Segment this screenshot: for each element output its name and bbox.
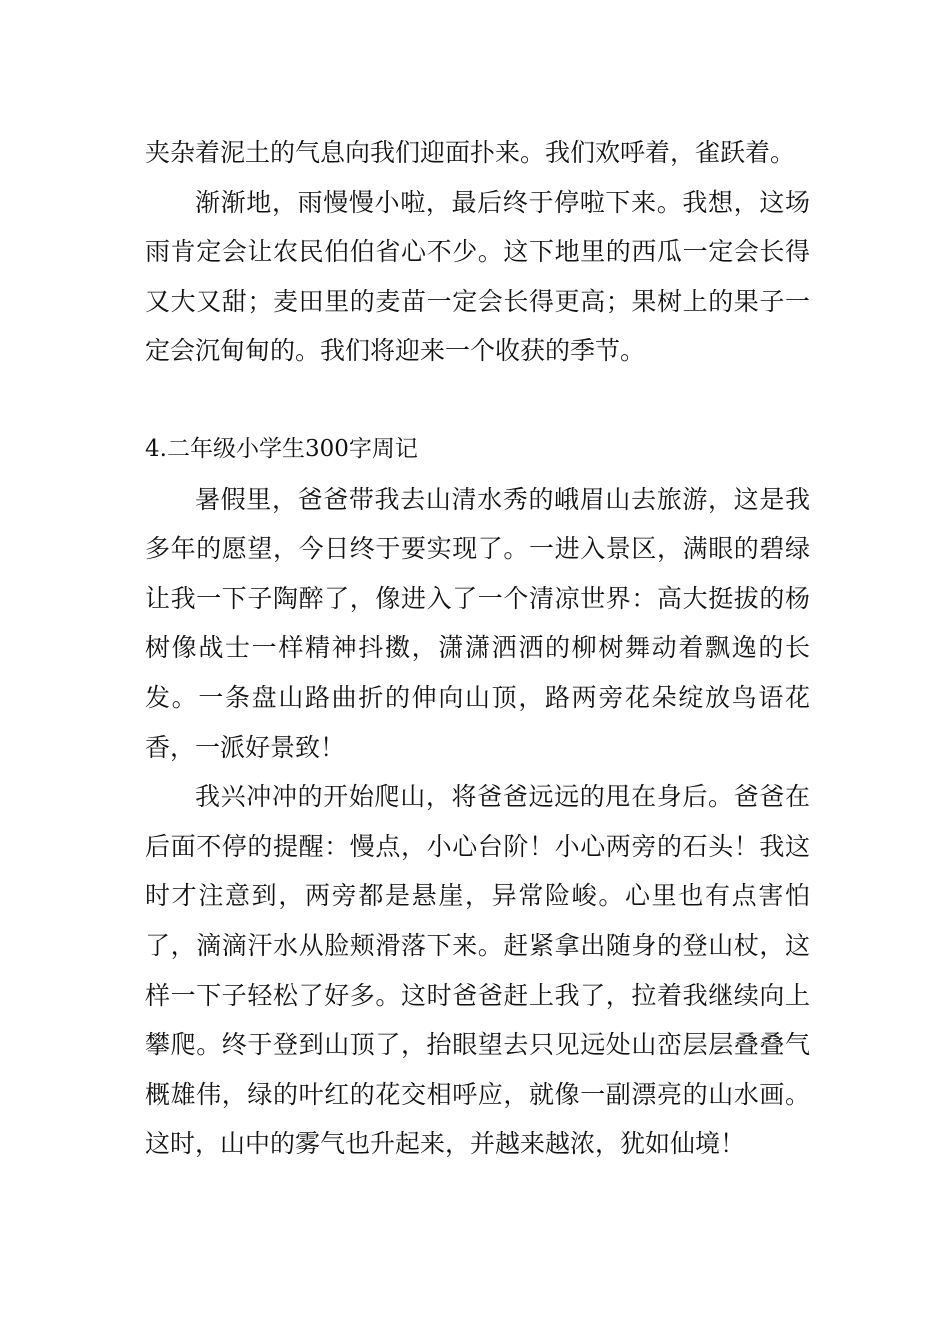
paragraph-summer-trip: 暑假里，爸爸带我去山清水秀的峨眉山去旅游，这是我多年的愿望，今日终于要实现了。一进入景区，满眼的碧绿让我一下子陶醉了，像进入了一个清凉世界：高大挺拔的杨树像战士一样精神抖擞，潇潇洒洒的柳树舞动着飘逸的长发。一条盘山路曲折的伸向山顶，路两旁花朵绽放鸟语花香，一派好景致！ <box>145 484 810 762</box>
document-body <box>145 128 810 1169</box>
paragraph-continuation: 夹杂着泥土的气息向我们迎面扑来。我们欢呼着，雀跃着。 <box>145 138 796 167</box>
paragraph-rain-ends: 渐渐地，雨慢慢小啦，最后终于停啦下来。我想，这场雨肯定会让农民伯伯省心不少。这下地里的西瓜一定会长得又大又甜；麦田里的麦苗一定会长得更高；果树上的果子一定会沉甸甸的。我们将迎来一个收获的季节。 <box>145 187 810 366</box>
paragraph-climbing: 我兴冲冲的开始爬山，将爸爸远远的甩在身后。爸爸在后面不停的提醒：慢点，小心台阶！小心两旁的石头！我这时才注意到，两旁都是悬崖，异常险峻。心里也有点害怕了，滴滴汗水从脸颊滑落下来。赶紧拿出随身的登山杖，这样一下子轻松了好多。这时爸爸赶上我了，拉着我继续向上攀爬。终于登到山顶了，抬眼望去只见远处山峦层层叠叠气概雄伟，绿的叶红的花交相呼应，就像一副漂亮的山水画。这时，山中的雾气也升起来，并越来越浓，犹如仙境！ <box>145 782 810 1159</box>
section-heading: 4.二年级小学生300字周记 <box>145 435 418 462</box>
section-gap <box>145 376 810 425</box>
